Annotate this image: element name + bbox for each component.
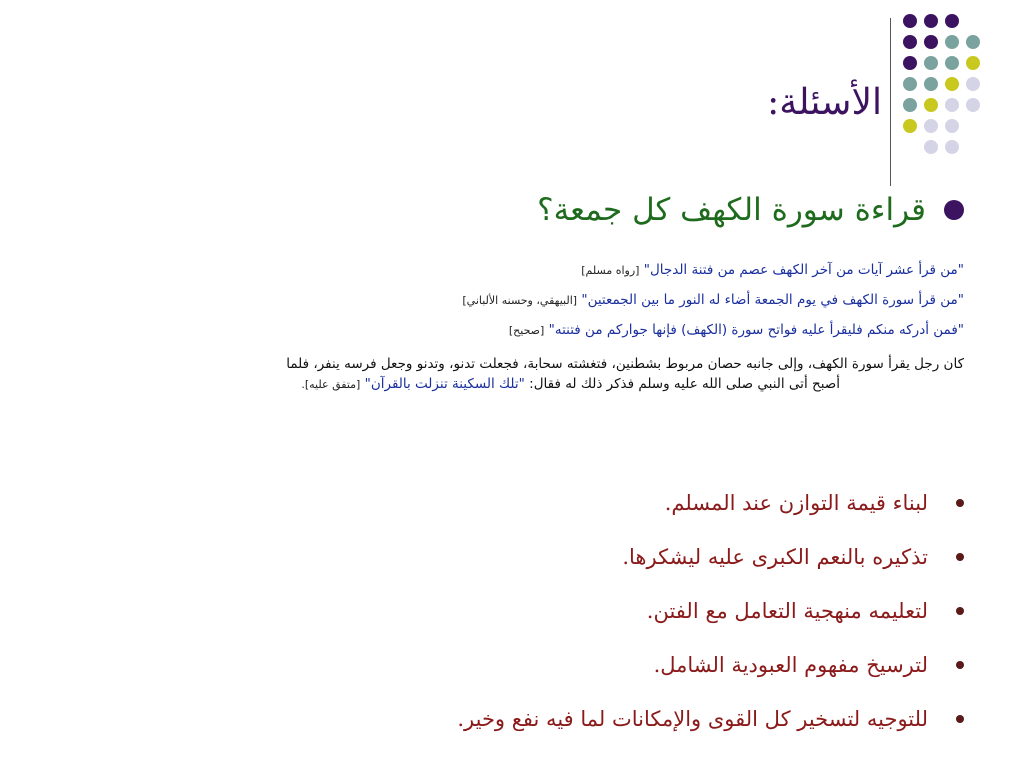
decorative-dot (945, 35, 959, 49)
hadith-text: "فمن أدركه منكم فليقرأ عليه فواتح سورة (الكهف) فإنها جواركم من فتنته" (548, 322, 964, 338)
hadith-text: "من قرأ عشر آيات من آخر الكهف عصم من فتنة الدجال" (643, 262, 964, 278)
question-text: قراءة سورة الكهف كل جمعة؟ (537, 192, 926, 228)
hadith-source: [البيهقي، وحسنه الألباني] (462, 294, 578, 307)
list-item (457, 476, 964, 530)
decorative-dot (924, 77, 938, 91)
list-item (457, 530, 964, 584)
list-item-text: لترسيخ مفهوم العبودية الشامل. (653, 653, 928, 677)
decorative-dot (924, 35, 938, 49)
decorative-dot (945, 140, 959, 154)
decorative-dot (903, 35, 917, 49)
decorative-dot (903, 77, 917, 91)
decorative-dot (903, 98, 917, 112)
list-item (457, 638, 964, 692)
decorative-dot (903, 56, 917, 70)
list-item-text: لتعليمه منهجية التعامل مع الفتن. (646, 599, 928, 623)
story-quote: "تلك السكينة تنزلت بالقرآن" (364, 376, 525, 392)
hadith-text: "من قرأ سورة الكهف في يوم الجمعة أضاء له النور ما بين الجمعتين" (581, 292, 964, 308)
decorative-dot (945, 77, 959, 91)
decorative-dot (945, 14, 959, 28)
list-item-text: للتوجيه لتسخير كل القوى والإمكانات لما فيه نفع وخير. (457, 707, 928, 731)
decorative-dot (966, 77, 980, 91)
decorative-dot (903, 119, 917, 133)
hadith-1 (581, 262, 964, 278)
list-item-text: لبناء قيمة التوازن عند المسلم. (664, 491, 928, 515)
decorative-dot (945, 119, 959, 133)
decorative-dot (966, 98, 980, 112)
story-line-2-text: أصبح أتى النبي صلى الله عليه وسلم فذكر ذلك له فقال: (524, 376, 840, 392)
title-divider (890, 18, 891, 186)
decorative-dot (924, 56, 938, 70)
story-paragraph (64, 354, 964, 395)
decorative-dot (945, 98, 959, 112)
benefits-list (457, 476, 964, 746)
decorative-dot (966, 56, 980, 70)
story-line-2 (64, 374, 964, 395)
decorative-dot (903, 14, 917, 28)
list-item-text: تذكيره بالنعم الكبرى عليه ليشكرها. (622, 545, 928, 569)
decorative-dot-grid (903, 14, 1023, 164)
bullet-icon (956, 607, 964, 615)
decorative-dot (924, 14, 938, 28)
hadith-source: [رواه مسلم] (581, 264, 640, 277)
decorative-dot (924, 140, 938, 154)
hadith-3 (509, 322, 964, 338)
main-question (537, 192, 964, 228)
decorative-dot (924, 119, 938, 133)
hadith-2 (462, 292, 964, 308)
bullet-icon (956, 661, 964, 669)
story-source: [متفق عليه]. (301, 378, 361, 391)
bullet-icon (956, 499, 964, 507)
list-item (457, 584, 964, 638)
question-bullet-icon (944, 200, 964, 220)
hadith-source: [صحيح] (508, 324, 545, 337)
bullet-icon (956, 553, 964, 561)
story-line-1: كان رجل يقرأ سورة الكهف، وإلى جانبه حصان مربوط بشطنين، فتغشته سحابة، فجعلت تدنو، وتدنو وجعل فرسه ينفر، فلما (286, 356, 964, 372)
list-item (457, 692, 964, 746)
decorative-dot (945, 56, 959, 70)
decorative-dot (966, 35, 980, 49)
decorative-dot (924, 98, 938, 112)
bullet-icon (956, 715, 964, 723)
slide-title: الأسئلة: (767, 82, 882, 123)
